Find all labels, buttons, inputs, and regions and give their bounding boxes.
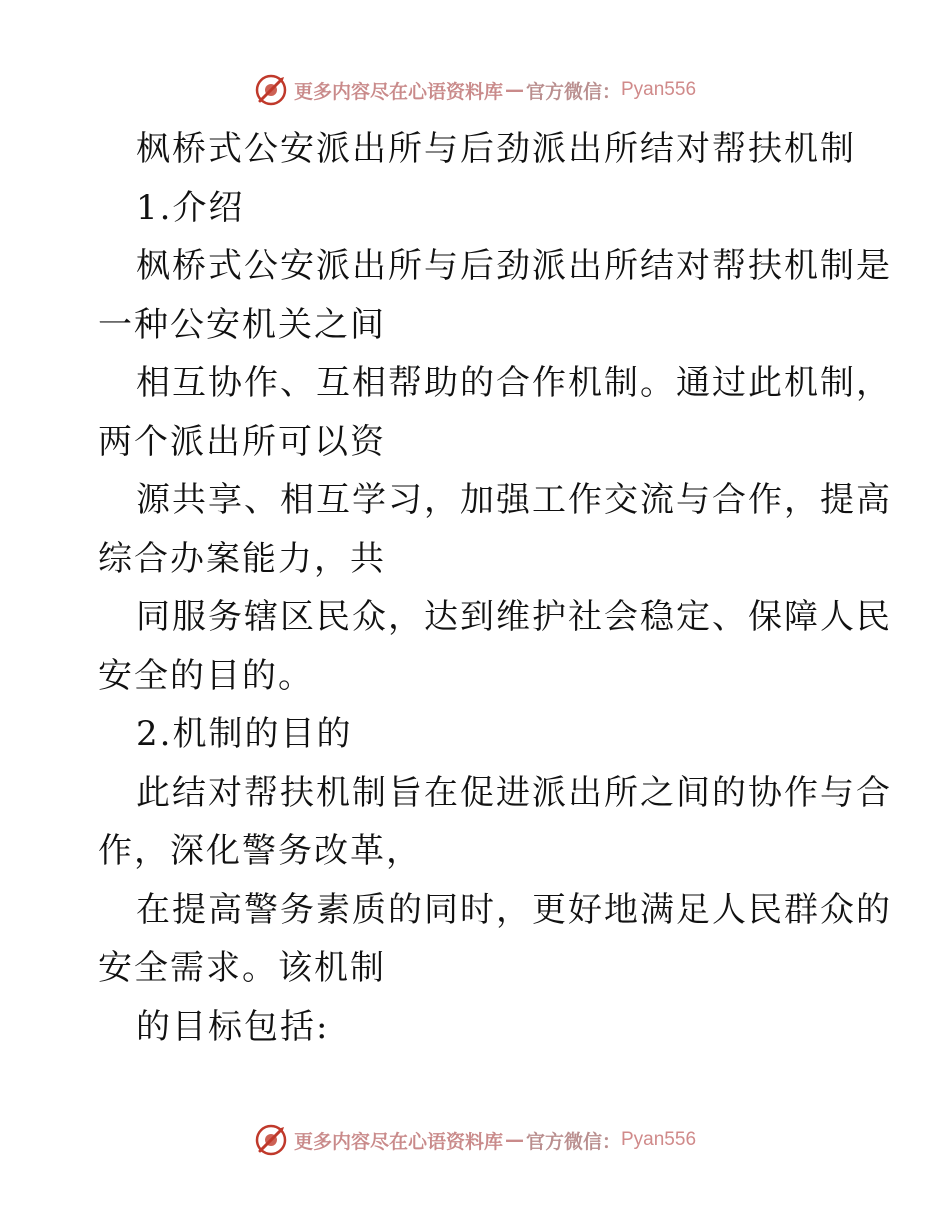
section-heading-1: 1.介绍 [136,187,245,228]
watermark-wechat-id: Pyan556 [621,79,697,100]
document-title: 枫桥式公安派出所与后劲派出所结对帮扶机制 [136,129,856,169]
logo-icon [254,73,288,107]
paragraph-line: 同服务辖区民众，达到维护社会稳定、保障人民 [136,597,892,637]
paragraph-line: 枫桥式公安派出所与后劲派出所结对帮扶机制是 [136,246,892,286]
watermark-brand: 更多内容尽在心语资料库 [293,1130,503,1153]
paragraph-line: 此结对帮扶机制旨在促进派出所之间的协作与合 [136,772,892,813]
watermark-wechat-id: Pyan556 [621,1129,697,1150]
paragraph-line: 在提高警务素质的同时，更好地满足人民群众的 [136,889,892,930]
paragraph-line: 的目标包括: [136,1006,330,1047]
watermark-dash: — [504,1129,524,1151]
document-body [98,120,892,1056]
footer-watermark [0,1120,950,1160]
section-heading-2: 2.机制的目的 [136,714,353,754]
logo-icon [254,1123,288,1157]
paragraph-line: 一种公安机关之间 [98,304,386,345]
watermark-official: 官方微信： [525,1130,621,1153]
paragraph-line: 源共享、相互学习，加强工作交流与合作，提高 [136,480,892,520]
watermark-brand: 更多内容尽在心语资料库 [293,80,503,103]
paragraph-line: 综合办案能力，共 [98,538,386,579]
header-watermark [0,70,950,110]
paragraph-line: 安全的目的。 [98,655,314,696]
paragraph-line: 作，深化警务改革， [98,831,422,871]
paragraph-line: 两个派出所可以资 [98,421,386,462]
paragraph-line: 安全需求。该机制 [98,948,386,988]
paragraph-line: 相互协作、互相帮助的合作机制。通过此机制， [136,363,892,403]
watermark-official: 官方微信： [525,80,621,103]
watermark-dash: — [504,79,524,101]
